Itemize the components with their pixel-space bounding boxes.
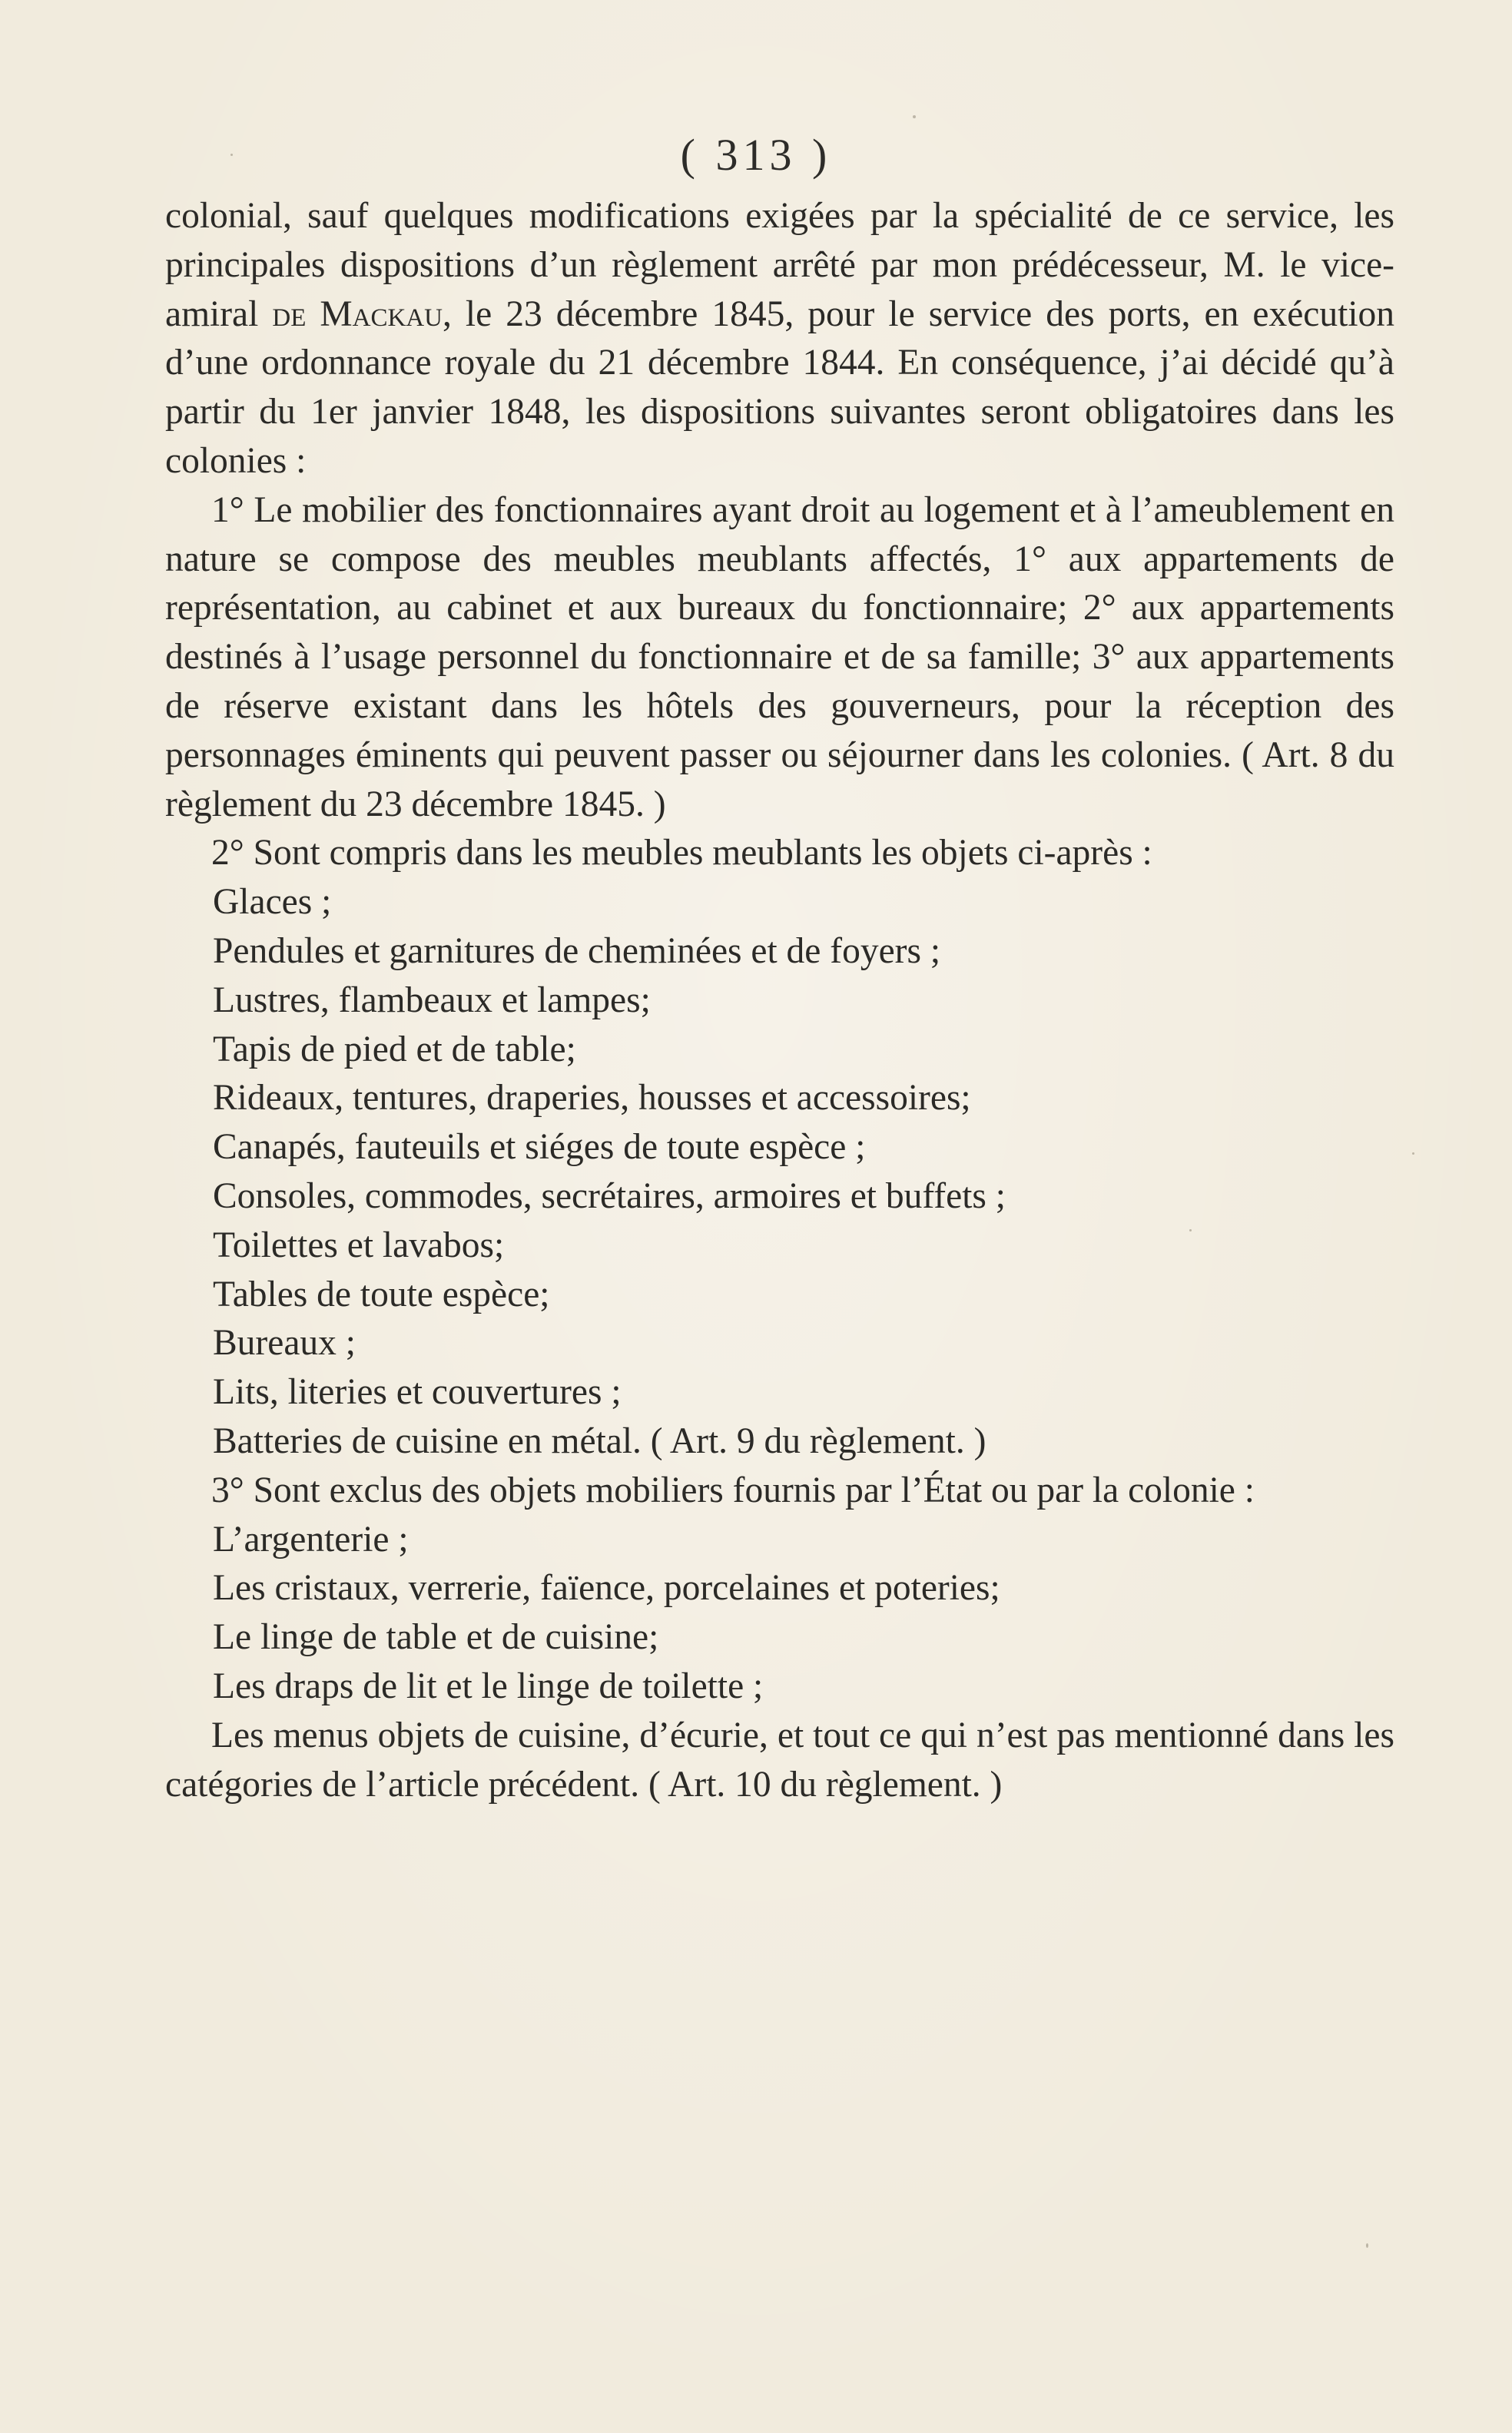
list-item: Les cristaux, verrerie, faïence, porcelaines et poteries;: [213, 1568, 1000, 1609]
included-items-list: [165, 878, 1394, 1467]
admiral-name: de Mackau: [272, 293, 443, 334]
list-item: Batteries de cuisine en métal. ( Art. 9 du règlement. ): [213, 1420, 986, 1461]
intro-text-before: colonial, sauf quelques modifications exigées par la spécialité de ce service, les principales dispositions d’un règlement arrêté par mon prédécesseur, M. le vice-amiral: [165, 196, 1394, 334]
intro-text-after: , le 23 décembre 1845, pour le service des ports, en exécution d’une ordonnance royale du 21 décembre 1844. En conséquence, j’ai décidé qu’à partir du 1er janvier 1848, les dispositions suivantes seront obligatoires dans les colonies :: [165, 293, 1395, 481]
paper-speck: [230, 154, 233, 156]
list-item: Toilettes et lavabos;: [213, 1225, 505, 1265]
list-item: Canapés, fauteuils et siéges de toute espèce ;: [213, 1127, 866, 1168]
list-item: Le linge de table et de cuisine;: [213, 1617, 659, 1658]
excluded-items-list: [165, 1516, 1394, 1712]
list-item: Bureaux ;: [213, 1323, 356, 1364]
list-item: Tables de toute espèce;: [213, 1274, 550, 1314]
list-item: Pendules et garnitures de cheminées et de foyers ;: [213, 930, 941, 971]
list-item: Lits, literies et couvertures ;: [213, 1372, 622, 1413]
page-number: ( 313 ): [680, 130, 832, 180]
paper-speck: [1189, 1229, 1192, 1231]
closing-paragraph: Les menus objets de cuisine, d’écurie, et tout ce qui n’est pas mentionné dans les catégories de l’article précédent. ( Art. 10 du règlement. ): [165, 1715, 1394, 1805]
list-item: Les draps de lit et le linge de toilette ;: [213, 1666, 764, 1706]
article-1-paragraph: 1° Le mobilier des fonctionnaires ayant droit au logement et à l’ameublement en nature se compose des meubles meublants affectés, 1° aux appartements de représentation, au cabinet et aux bureaux du fonctionnaire; 2° aux appartements destinés à l’usage personnel du fonctionnaire et de sa famille; 3° aux appartements de réserve existant dans les hôtels des gouverneurs, pour la réception des personnages éminents qui peuvent passer ou séjourner dans les colonies. ( Art. 8 du règlement du 23 décembre 1845. ): [165, 489, 1394, 824]
paper-speck: [1366, 2243, 1368, 2248]
list-item: Tapis de pied et de table;: [213, 1029, 576, 1069]
list-item: Rideaux, tentures, draperies, housses et accessoires;: [213, 1078, 971, 1119]
list-item: L’argenterie ;: [213, 1519, 409, 1560]
list-item: Lustres, flambeaux et lampes;: [213, 979, 651, 1020]
paper-speck: [913, 115, 916, 118]
list-item: Glaces ;: [213, 882, 332, 923]
paper-speck: [1412, 1152, 1414, 1155]
list-item: Consoles, commodes, secrétaires, armoires et buffets ;: [213, 1175, 1006, 1216]
body-text: [165, 192, 1394, 1809]
article-2-paragraph: 2° Sont compris dans les meubles meublants les objets ci-après :: [211, 833, 1152, 873]
article-3-paragraph: 3° Sont exclus des objets mobiliers fournis par l’État ou par la colonie :: [211, 1470, 1255, 1510]
intro-paragraph: [165, 192, 1394, 486]
